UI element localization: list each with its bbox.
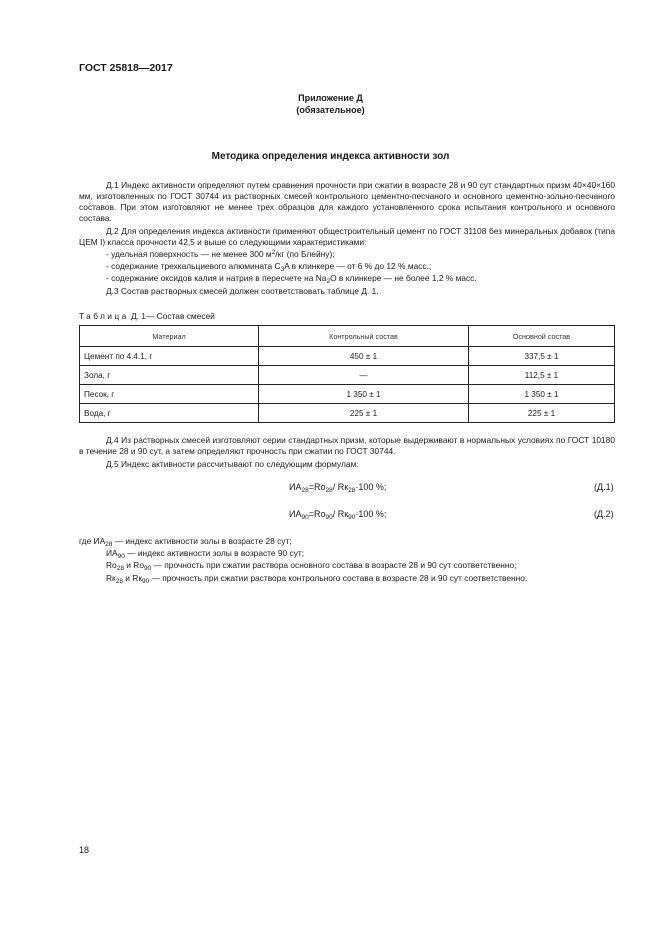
paragraph-d4: Д.4 Из растворных смесей изготовляют серии стандартных призм, которые выдерживают в нормальных условиях по ГОСТ 10180 в течение 28 и 90 сут, а затем определяют прочность при сжатии по ГОСТ 30744. [79, 435, 615, 456]
table-cell: 225 ± 1 [469, 404, 615, 423]
table-cell: — [259, 366, 469, 385]
definition-rk: $Rк_{28}$ и $Rк_{90}$ — прочность при сжатии раствора контрольного состава в возрасте 28 и 90 сут соответственно. [106, 573, 528, 585]
definition-ia90: $ИА_{90}$ — индекс активности золы в возрасте 90 сут; [106, 548, 305, 560]
table-caption: Таблица Д. 1— Состав смесей [79, 311, 215, 321]
table-row [80, 347, 615, 366]
column-header: Основной состав [469, 326, 615, 347]
table-cell: Песок, г [80, 385, 259, 404]
paragraph-d5: Д.5 Индекс активности рассчитывают по следующим формулам: [106, 459, 359, 469]
formula-number-d2: (Д.2) [594, 509, 614, 519]
paragraph-d2: Д.2 Для определения индекса активности применяют общестроительный цемент по ГОСТ 31108 без минеральных добавок (типа ЦЕМ I) класса прочности 42,5 и выше со следующими характеристиками: [79, 226, 615, 247]
table-cell: 337,5 ± 1 [469, 347, 615, 366]
formula-number-d1: (Д.1) [594, 482, 614, 492]
document-id: ГОСТ 25818—2017 [79, 62, 173, 74]
list-item: - удельная поверхность — не менее 300 $м^2/кг$ (по Блейну); [106, 249, 335, 259]
table-cell: 112,5 ± 1 [469, 366, 615, 385]
table-cell: 225 ± 1 [259, 404, 469, 423]
appendix-title: Приложение Д [298, 93, 363, 103]
column-header: Материал [80, 326, 259, 347]
page-number: 18 [79, 845, 90, 855]
table-cell: 1 350 ± 1 [469, 385, 615, 404]
definition-ia28: где $ИА_{28}$ — индекс активности золы в возрасте 28 сут; [79, 536, 292, 548]
mixture-table [79, 325, 615, 423]
table-cell: Цемент по 4.4.1, г [80, 347, 259, 366]
table-cell: 450 ± 1 [259, 347, 469, 366]
table-cell: 1 350 ± 1 [259, 385, 469, 404]
paragraph-d3: Д.3 Состав растворных смесей должен соответствовать таблице Д. 1. [106, 286, 379, 296]
list-item: - содержание трехкальциевого алюмината $C_3A$ в клинкере — от 6 % до 12 % масс.; [106, 261, 432, 273]
table-header-row [80, 326, 615, 347]
table-row [80, 404, 615, 423]
table-cell: Вода, г [80, 404, 259, 423]
appendix-subtitle: (обязательное) [296, 105, 365, 115]
table-row [80, 385, 615, 404]
definition-ro: $Rо_{28}$ и $Rо_{90}$ — прочность при сжатии раствора основного состава в возрасте 28 и 90 сут соответственно; [106, 560, 517, 572]
table-row [80, 366, 615, 385]
formula-d2: $ИА_{90}=Rо_{90}/$ $Rк_{90}\cdot 100$ %; [289, 509, 387, 521]
list-item: - содержание оксидов калия и натрия в пересчете на $Na_2O$ в клинкере — не более 1,2 % масс. [106, 273, 477, 285]
table-cell: Зола, г [80, 366, 259, 385]
section-heading: Методика определения индекса активности зол [211, 151, 450, 162]
paragraph-d1: Д.1 Индекс активности определяют путем сравнения прочности при сжатии в возрасте 28 и 90 сут стандартных призм 40×40×160 мм, изготовленных по ГОСТ 30744 из растворных смесей контрольного цементно-песчаного и основного цементно-зольно-песчаного составов. При этом изготовляют не менее трех образцов для каждого установленного срока испытания контрольного и основного состава. [79, 180, 615, 223]
column-header: Контрольный состав [259, 326, 469, 347]
formula-d1: $ИА_{28}=Rо_{28}/$ $Rк_{28}\cdot 100$ %; [289, 482, 387, 494]
